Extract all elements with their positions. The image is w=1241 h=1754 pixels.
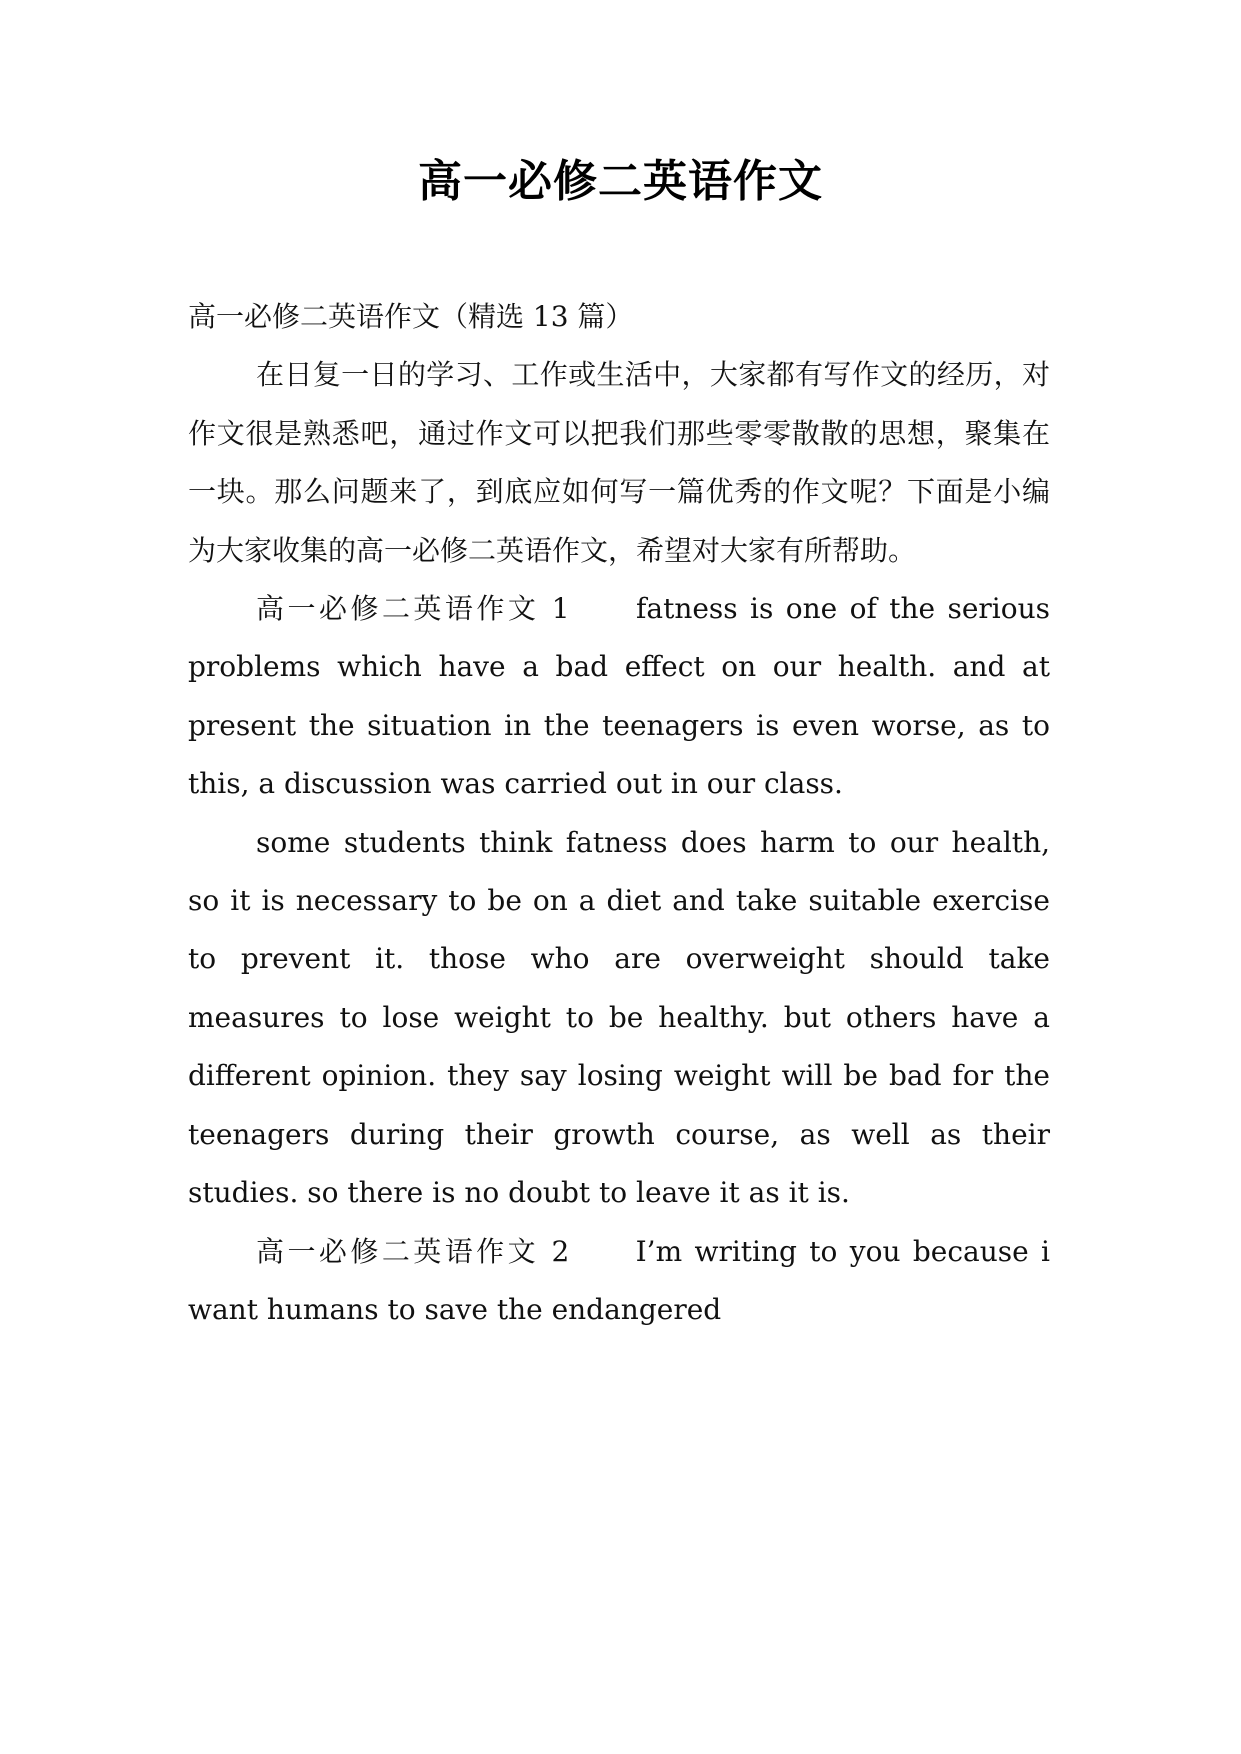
document-subtitle: 高一必修二英语作文（精选 13 篇）	[188, 300, 634, 333]
essay-1-paragraph-2: some students think fatness does harm to our health, so it is necessary to be on a diet and take suitable exercise to prevent it. those who are overweight should take measures to lose weight to be healthy. but others have a different opinion. they say losing weight will be bad for the teenagers during their growth course, as well as their studies. so there is no doubt to leave it as it is.	[188, 825, 1050, 1210]
document-body	[188, 288, 1050, 1339]
essay-2-paragraph-1: 高一必修二英语作文 2 I’m writing to you because i want humans to save the endangered	[188, 1234, 1050, 1326]
essay-1-paragraph-1: 高一必修二英语作文 1 fatness is one of the serious problems which have a bad effect on our health. and at present the situation in the teenagers is even worse, as to this, a discussion was carried out in our class.	[188, 592, 1050, 801]
document-title: 高一必修二英语作文	[418, 156, 823, 207]
intro-paragraph: 在日复一日的学习、工作或生活中，大家都有写作文的经历，对作文很是熟悉吧，通过作文可以把我们那些零零散散的思想，聚集在一块。那么问题来了，到底应如何写一篇优秀的作文呢？下面是小编为大家收集的高一必修二英语作文，希望对大家有所帮助。	[188, 358, 1050, 567]
